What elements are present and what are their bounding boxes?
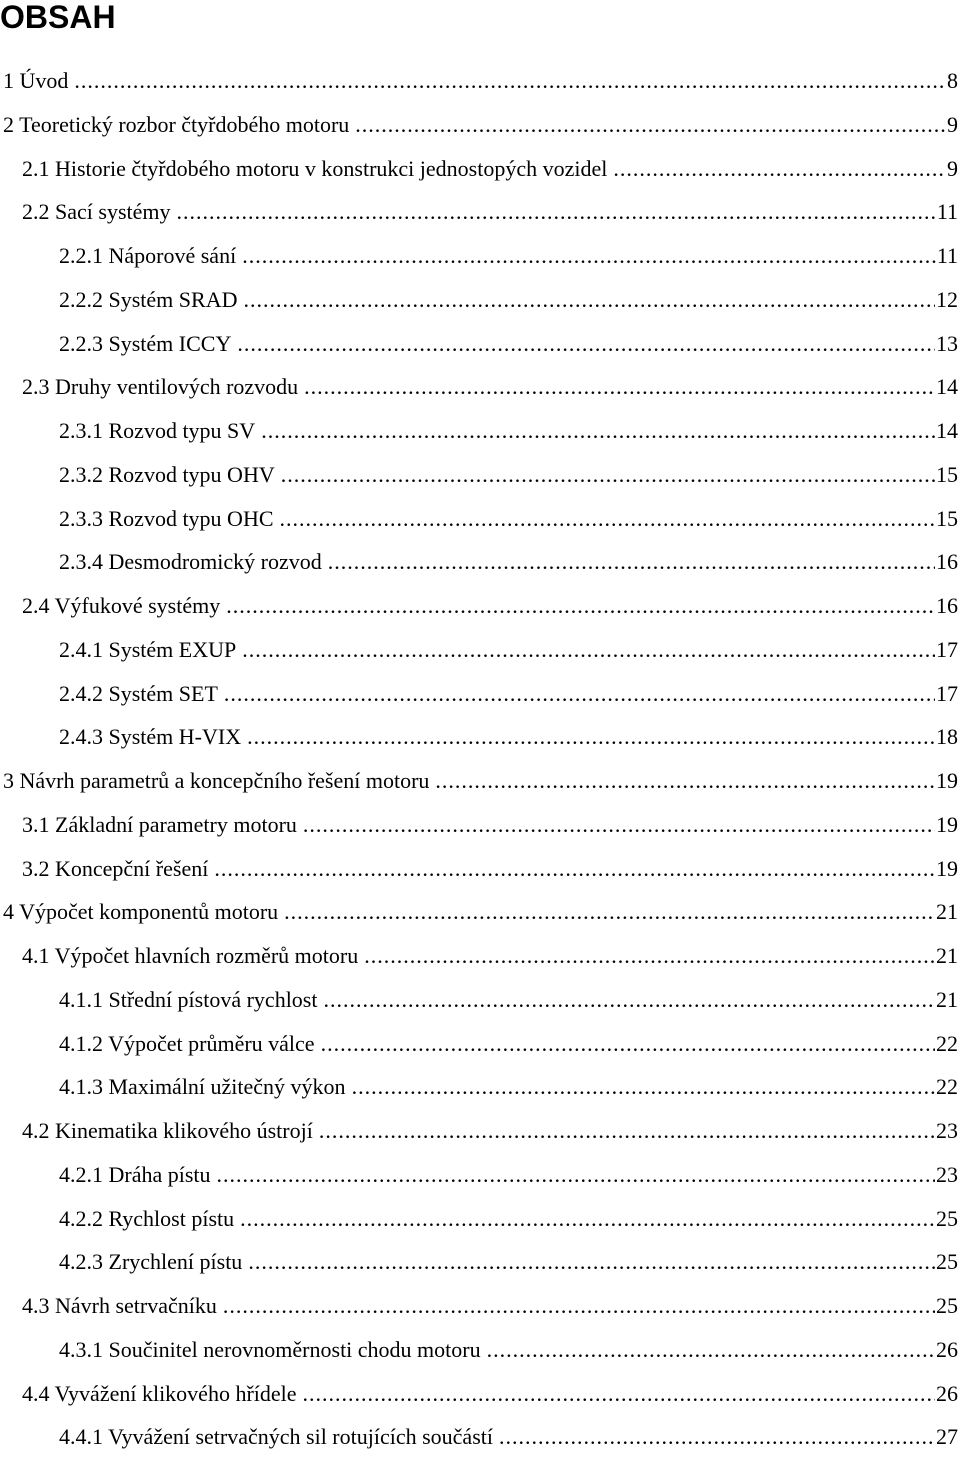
dot-leader: [284, 890, 935, 934]
toc-entry[interactable]: [0, 803, 958, 847]
toc-entry-title: 4.1.2 Výpočet průměru válce: [59, 1030, 315, 1056]
toc-entry[interactable]: [0, 1372, 958, 1416]
toc-entry-page-number: 19: [936, 811, 958, 837]
dot-leader: [214, 847, 935, 891]
toc-entry-title: 4.3 Návrh setrvačníku: [22, 1293, 217, 1318]
toc-entry[interactable]: [0, 1240, 958, 1284]
toc-entry-title: 3.1 Základní parametry motoru: [22, 811, 297, 837]
toc-entry[interactable]: [0, 497, 958, 541]
toc-entry[interactable]: [0, 1109, 958, 1153]
dot-leader: [499, 1415, 935, 1459]
dot-leader: [242, 628, 935, 672]
toc-entry[interactable]: [0, 190, 958, 234]
toc-entry-page-number: 11: [936, 243, 958, 268]
toc-entry-title: 2.3.3 Rozvod typu OHC: [59, 505, 274, 531]
dot-leader: [352, 1065, 935, 1109]
dot-leader: [243, 278, 935, 322]
toc-entry-page-number: 19: [936, 855, 958, 881]
toc-entry-title: 4.2.1 Dráha pístu: [59, 1161, 211, 1187]
dot-leader: [242, 234, 936, 278]
toc-entry[interactable]: [0, 1284, 958, 1328]
toc-entry-page-number: 15: [936, 505, 958, 531]
toc-entry[interactable]: [0, 1328, 958, 1372]
toc-entry-page-number: 11: [936, 199, 958, 225]
dot-leader: [237, 322, 935, 366]
dot-leader: [281, 453, 935, 497]
toc-entry[interactable]: [0, 147, 958, 191]
toc-entry[interactable]: [0, 540, 958, 584]
dot-leader: [280, 497, 936, 541]
toc-entry-page-number: 21: [936, 899, 958, 925]
toc-entry[interactable]: [0, 409, 958, 453]
toc-entry-page-number: 21: [936, 943, 958, 968]
toc-entry[interactable]: [0, 1197, 958, 1241]
toc-entry[interactable]: [0, 890, 958, 934]
toc-entry[interactable]: [0, 1153, 958, 1197]
toc-entry-page-number: 16: [936, 549, 958, 575]
toc-entry-title: 2.4.1 Systém EXUP: [59, 636, 237, 662]
toc-entry[interactable]: [0, 1065, 958, 1109]
toc-entry[interactable]: [0, 1022, 958, 1066]
toc-entry[interactable]: [0, 278, 958, 322]
toc-entry-page-number: 22: [936, 1074, 958, 1100]
dot-leader: [303, 1372, 935, 1416]
toc-entry[interactable]: [0, 365, 958, 409]
toc-entry[interactable]: [0, 59, 958, 103]
toc-entry[interactable]: [0, 234, 958, 278]
toc-entry-title: 4.3.1 Součinitel nerovnoměrnosti chodu motoru: [59, 1336, 481, 1362]
toc-entry-title: 2.3 Druhy ventilových rozvodu: [22, 374, 299, 400]
toc-entry-title: 2.3.2 Rozvod typu OHV: [59, 461, 275, 487]
toc-entry-page-number: 17: [936, 680, 958, 706]
toc-entry-title: 2.2.1 Náporové sání: [59, 243, 237, 268]
toc-entry-page-number: 9: [947, 111, 958, 137]
dot-leader: [247, 715, 935, 759]
dot-leader: [261, 409, 935, 453]
toc-entry[interactable]: [0, 672, 958, 716]
toc-entry-page-number: 22: [936, 1030, 958, 1056]
toc-entry-page-number: 26: [936, 1380, 958, 1406]
toc-entry-page-number: 9: [947, 155, 958, 181]
toc-entry-title: 4.1 Výpočet hlavních rozměrů motoru: [22, 943, 359, 968]
toc-entry-page-number: 23: [936, 1118, 958, 1143]
dot-leader: [319, 1109, 935, 1153]
dot-leader: [217, 1153, 935, 1197]
toc-entry-title: 4 Výpočet komponentů motoru: [3, 899, 279, 925]
toc-entry-page-number: 8: [947, 68, 958, 93]
toc-entry-title: 4.2.3 Zrychlení pístu: [59, 1249, 243, 1275]
toc-entry[interactable]: [0, 322, 958, 366]
dot-leader: [223, 1284, 935, 1328]
toc-entry-title: 2.4.3 Systém H-VIX: [59, 724, 242, 750]
toc-entry-page-number: 27: [936, 1424, 958, 1450]
toc-entry[interactable]: [0, 1415, 958, 1459]
dot-leader: [240, 1197, 935, 1241]
table-of-contents: [0, 59, 958, 1459]
toc-entry-title: 4.4.1 Vyvážení setrvačných sil rotujících součástí: [59, 1424, 493, 1450]
toc-entry-title: 2.3.4 Desmodromický rozvod: [59, 549, 322, 575]
toc-entry-title: 2.2.3 Systém ICCY: [59, 330, 232, 356]
dot-leader: [248, 1240, 935, 1284]
toc-entry-page-number: 18: [936, 724, 958, 750]
dot-leader: [321, 1022, 935, 1066]
toc-entry-page-number: 23: [936, 1161, 958, 1187]
toc-entry-title: 4.4 Vyvážení klikového hřídele: [22, 1380, 297, 1406]
toc-entry[interactable]: [0, 759, 958, 803]
toc-entry-page-number: 25: [936, 1293, 958, 1318]
toc-entry-title: 4.1.3 Maximální užitečný výkon: [59, 1074, 346, 1100]
toc-entry-title: 4.2.2 Rychlost pístu: [59, 1205, 235, 1231]
page-title: OBSAH: [0, 0, 116, 35]
dot-leader: [487, 1328, 935, 1372]
toc-entry-title: 2.2 Sací systémy: [22, 199, 171, 225]
toc-entry-page-number: 26: [936, 1336, 958, 1362]
dot-leader: [328, 540, 935, 584]
dot-leader: [364, 934, 935, 978]
toc-entry-page-number: 14: [936, 374, 958, 400]
toc-entry-title: 2 Teoretický rozbor čtyřdobého motoru: [3, 111, 350, 137]
toc-entry[interactable]: [0, 934, 958, 978]
toc-entry-title: 2.1 Historie čtyřdobého motoru v konstrukci jednostopých vozidel: [22, 155, 608, 181]
toc-entry-page-number: 16: [936, 593, 958, 618]
toc-entry-page-number: 25: [936, 1249, 958, 1275]
toc-entry[interactable]: [0, 847, 958, 891]
toc-entry-page-number: 17: [936, 636, 958, 662]
toc-entry-title: 3.2 Koncepční řešení: [22, 855, 209, 881]
toc-entry[interactable]: [0, 978, 958, 1022]
toc-entry-title: 2.3.1 Rozvod typu SV: [59, 418, 256, 443]
dot-leader: [74, 59, 946, 103]
toc-entry-page-number: 25: [936, 1205, 958, 1231]
toc-entry-page-number: 21: [936, 986, 958, 1012]
toc-entry-page-number: 15: [936, 461, 958, 487]
toc-entry-title: 2.4.2 Systém SET: [59, 680, 218, 706]
toc-entry-title: 4.2 Kinematika klikového ústrojí: [22, 1118, 313, 1143]
toc-entry-page-number: 19: [936, 768, 958, 793]
toc-entry[interactable]: [0, 103, 958, 147]
dot-leader: [613, 147, 946, 191]
toc-entry-page-number: 13: [936, 330, 958, 356]
toc-entry[interactable]: [0, 715, 958, 759]
toc-entry-title: 2.2.2 Systém SRAD: [59, 286, 238, 312]
dot-leader: [226, 584, 935, 628]
toc-entry-title: 1 Úvod: [3, 68, 69, 93]
toc-entry-page-number: 12: [936, 286, 958, 312]
dot-leader: [435, 759, 935, 803]
dot-leader: [303, 803, 935, 847]
toc-entry[interactable]: [0, 628, 958, 672]
toc-entry[interactable]: [0, 584, 958, 628]
toc-entry-page-number: 14: [936, 418, 958, 443]
dot-leader: [177, 190, 936, 234]
dot-leader: [304, 365, 935, 409]
toc-entry-title: 3 Návrh parametrů a koncepčního řešení motoru: [3, 768, 430, 793]
toc-entry-title: 4.1.1 Střední pístová rychlost: [59, 986, 318, 1012]
dot-leader: [355, 103, 946, 147]
toc-entry-title: 2.4 Výfukové systémy: [22, 593, 221, 618]
dot-leader: [323, 978, 935, 1022]
toc-entry[interactable]: [0, 453, 958, 497]
dot-leader: [224, 672, 935, 716]
